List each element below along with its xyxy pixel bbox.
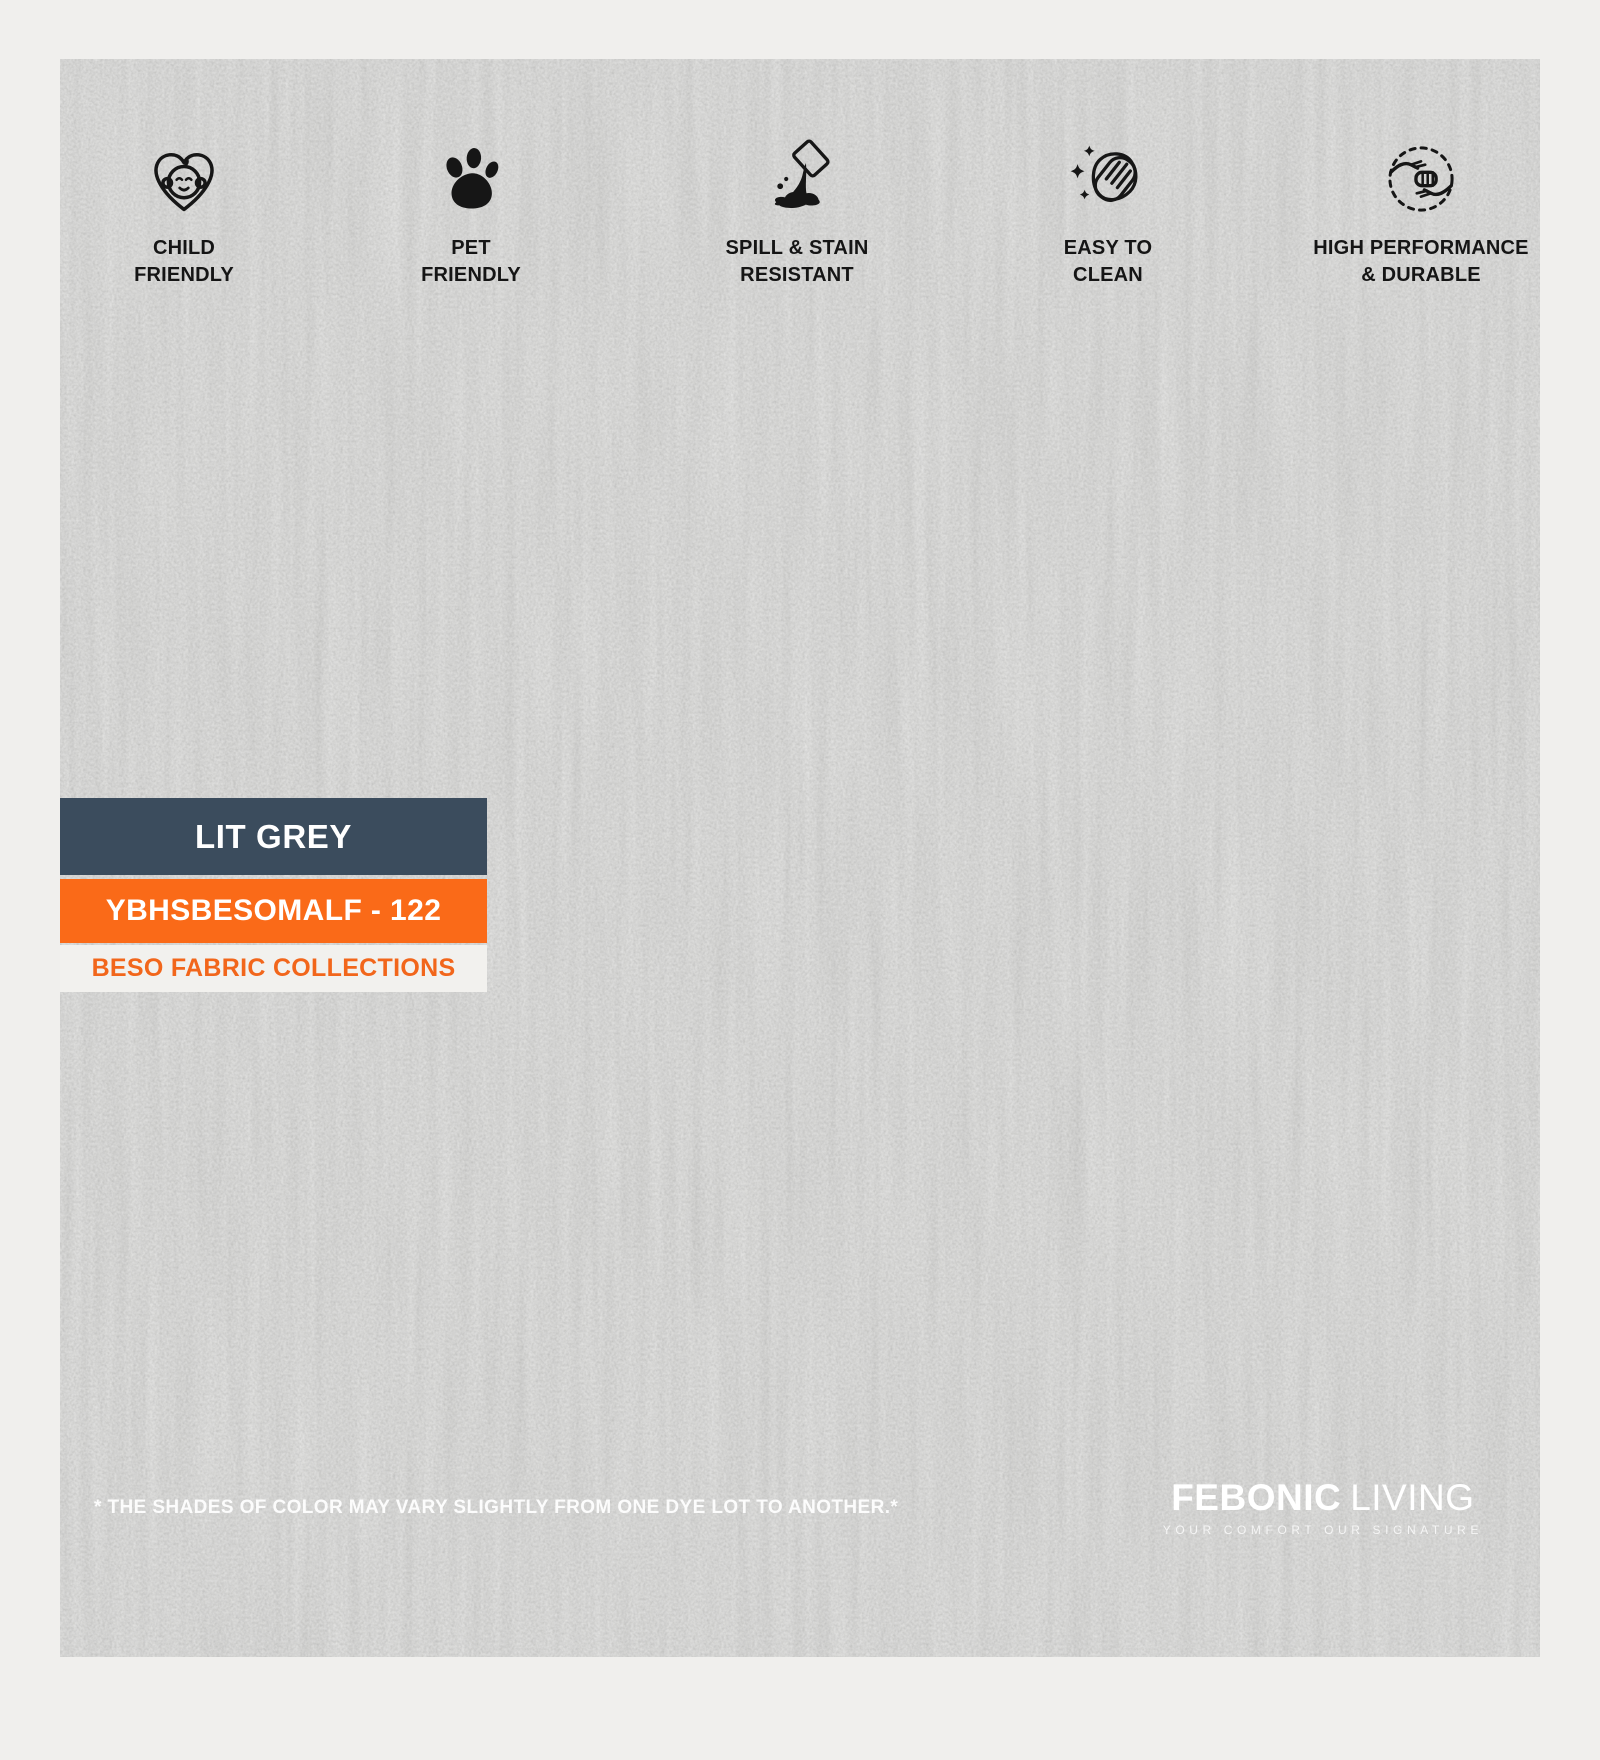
feature-spill-stain-resistant xyxy=(667,135,927,289)
feature-label xyxy=(667,235,927,289)
spill-stain-icon xyxy=(667,135,927,223)
collection-band xyxy=(60,945,487,992)
feature-label-line1: SPILL & STAIN xyxy=(725,237,869,259)
feature-pet-friendly xyxy=(341,135,601,289)
brand-name xyxy=(1163,1479,1483,1517)
feature-label xyxy=(60,235,314,289)
feature-label xyxy=(341,235,601,289)
fabric-swatch xyxy=(60,59,1540,1657)
feature-label-line1: EASY TO xyxy=(1063,237,1153,259)
swatch-overlay xyxy=(60,59,1540,1657)
collection-name: BESO FABRIC COLLECTIONS xyxy=(91,954,456,982)
feature-label-line2: FRIENDLY xyxy=(421,264,521,286)
feature-label-line1: HIGH PERFORMANCE xyxy=(1313,237,1529,259)
feature-label-line1: CHILD xyxy=(152,237,216,259)
feature-easy-to-clean xyxy=(978,135,1238,289)
color-name-band xyxy=(60,798,487,875)
brand-name-bold: FEBONIC xyxy=(1171,1477,1342,1518)
feature-label xyxy=(1291,235,1540,289)
dye-lot-disclaimer: * THE SHADES OF COLOR MAY VARY SLIGHTLY FROM ONE DYE LOT TO ANOTHER.* xyxy=(94,1497,899,1518)
feature-high-performance-durable xyxy=(1291,135,1540,289)
pet-friendly-icon xyxy=(341,135,601,223)
feature-label-line2: FRIENDLY xyxy=(134,264,234,286)
feature-label-line2: RESISTANT xyxy=(740,264,854,286)
brand-logo xyxy=(1163,1479,1483,1537)
child-friendly-icon xyxy=(60,135,314,223)
feature-label-line1: PET xyxy=(451,237,491,259)
sku-band xyxy=(60,879,487,943)
feature-child-friendly xyxy=(60,135,314,289)
sku-code: YBHSBESOMALF - 122 xyxy=(105,894,442,927)
color-name: LIT GREY xyxy=(195,817,352,855)
feature-label-line2: CLEAN xyxy=(1073,264,1143,286)
brand-tagline: YOUR COMFORT OUR SIGNATURE xyxy=(1162,1523,1483,1537)
feature-label xyxy=(978,235,1238,289)
durable-icon xyxy=(1291,135,1540,223)
brand-name-light: LIVING xyxy=(1350,1477,1475,1518)
feature-label-line2: & DURABLE xyxy=(1361,264,1481,286)
easy-clean-icon xyxy=(978,135,1238,223)
